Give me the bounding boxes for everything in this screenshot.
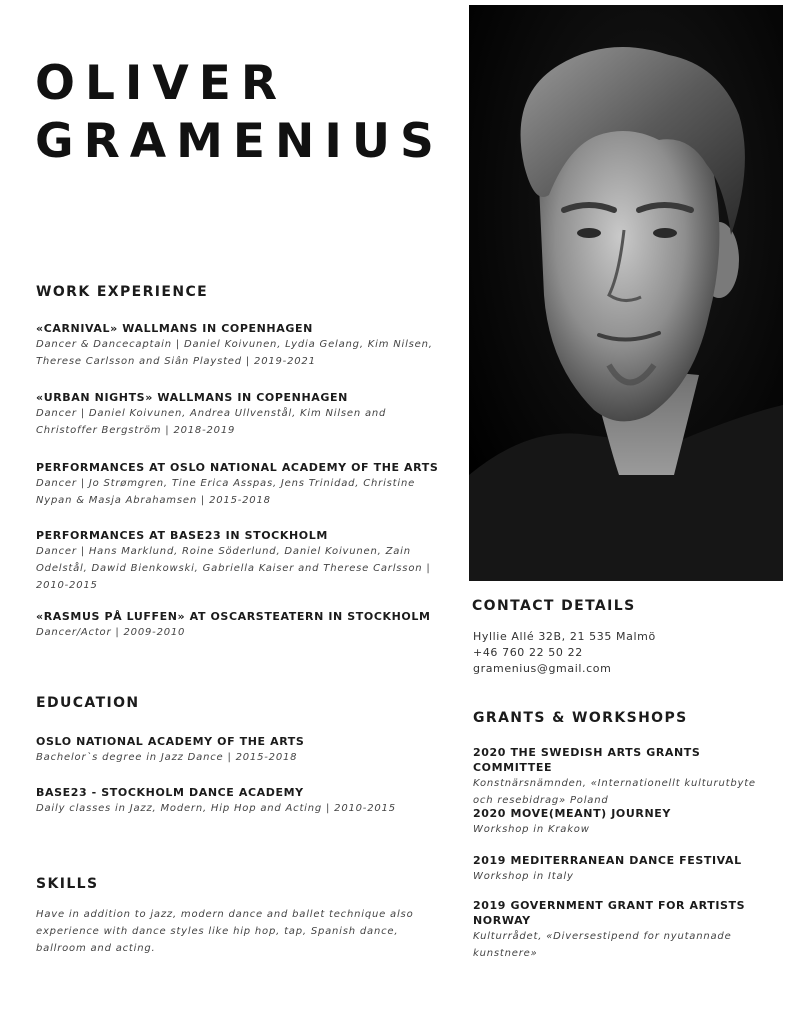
work-entry: [36, 610, 436, 641]
grant-entry: [473, 898, 773, 962]
grant-entry-title: 2019 MEDITERRANEAN DANCE FESTIVAL: [473, 854, 742, 867]
education-entry-title: BASE23 - STOCKHOLM DANCE ACADEMY: [36, 786, 304, 799]
grant-entry-title: 2020 THE SWEDISH ARTS GRANTS COMMITTEE: [473, 746, 701, 774]
work-entry: [36, 529, 436, 594]
name-first: OLIVER: [35, 56, 288, 111]
grants-heading: GRANTS & WORKSHOPS: [473, 710, 688, 726]
work-entry-desc: Dancer | Daniel Koivunen, Andrea Ullvenstål, Kim Nilsen and Christoffer Bergström | 2018-2019: [36, 408, 387, 436]
skills-text: Have in addition to jazz, modern dance and ballet technique also experience with dance styles like hip hop, tap, Spanish dance, ballroom and acting.: [36, 909, 414, 954]
education-entry: [36, 735, 436, 766]
portrait-image: [469, 5, 783, 581]
grant-entry-desc: Workshop in Krakow: [473, 824, 590, 835]
grant-entry: [473, 745, 773, 809]
grant-entry: [473, 806, 773, 838]
work-entry: [36, 322, 436, 370]
work-entry-title: «URBAN NIGHTS» WALLMANS IN COPENHAGEN: [36, 391, 348, 404]
grant-entry-title: 2020 MOVE(MEANT) JOURNEY: [473, 807, 671, 820]
work-entry-title: PERFORMANCES AT BASE23 IN STOCKHOLM: [36, 529, 328, 542]
skills-heading: SKILLS: [36, 876, 99, 892]
work-entry-title: «CARNIVAL» WALLMANS IN COPENHAGEN: [36, 322, 313, 335]
contact-phone: +46 760 22 50 22: [473, 646, 583, 659]
name-last: GRAMENIUS: [35, 114, 444, 169]
work-entry-desc: Dancer & Dancecaptain | Daniel Koivunen, Lydia Gelang, Kim Nilsen, Therese Carlsson and Siân Playsted | 2019-2021: [36, 339, 433, 367]
work-entry-title: «RASMUS PÅ LUFFEN» AT OSCARSTEATERN IN STOCKHOLM: [36, 610, 431, 623]
education-entry: [36, 786, 436, 817]
contact-block: [473, 629, 773, 677]
education-heading: EDUCATION: [36, 695, 140, 711]
grant-entry-title: 2019 GOVERNMENT GRANT FOR ARTISTS NORWAY: [473, 899, 746, 927]
grant-entry-desc: Konstnärsnämnden, «Internationellt kulturutbyte och resebidrag» Poland: [473, 778, 756, 806]
portrait-photo: [469, 5, 783, 581]
education-entry-title: OSLO NATIONAL ACADEMY OF THE ARTS: [36, 735, 305, 748]
contact-address: Hyllie Allé 32B, 21 535 Malmö: [473, 630, 656, 643]
education-entry-desc: Bachelor`s degree in Jazz Dance | 2015-2018: [36, 752, 298, 763]
contact-email: gramenius@gmail.com: [473, 662, 612, 675]
grant-entry-desc: Workshop in Italy: [473, 871, 574, 882]
work-entry-desc: Dancer | Jo Strømgren, Tine Erica Asspas, Jens Trinidad, Christine Nypan & Masja Abrahamsen | 2015-2018: [36, 478, 416, 506]
work-entry-desc: Dancer/Actor | 2009-2010: [36, 627, 186, 638]
education-entry-desc: Daily classes in Jazz, Modern, Hip Hop and Acting | 2010-2015: [36, 803, 396, 814]
work-entry: [36, 391, 436, 439]
work-entry-desc: Dancer | Hans Marklund, Roine Söderlund, Daniel Koivunen, Zain Odelstål, Dawid Bienkowski, Gabriella Kaiser and Therese Carlsson | 2010-2015: [36, 546, 431, 591]
work-entry-title: PERFORMANCES AT OSLO NATIONAL ACADEMY OF THE ARTS: [36, 461, 439, 474]
grant-entry: [473, 853, 773, 885]
contact-heading: CONTACT DETAILS: [472, 598, 636, 614]
grant-entry-desc: Kulturrådet, «Diversestipend for nyutannade kunstnere»: [473, 931, 732, 959]
work-experience-heading: WORK EXPERIENCE: [36, 284, 209, 300]
work-entry: [36, 461, 439, 509]
